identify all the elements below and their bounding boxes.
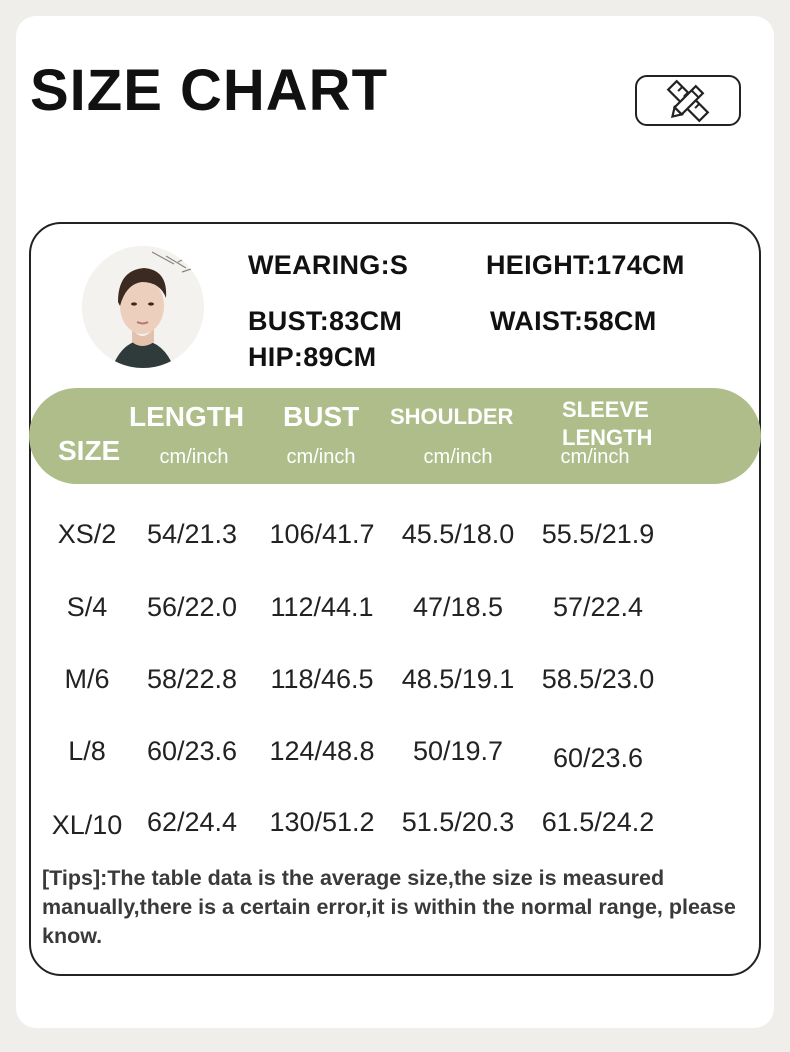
model-wearing: WEARING:S [248,250,409,280]
header-shoulder: SHOULDER [390,404,514,429]
model-avatar [82,246,204,368]
page-title: SIZE CHART [30,58,388,123]
row-m-length: 58/22.8 [146,664,238,694]
row-s-size: S/4 [66,592,108,622]
row-s-sleeve: 57/22.4 [552,592,644,622]
header-shoulder-unit: cm/inch [423,446,493,468]
row-xl-size: XL/10 [51,810,123,840]
model-height: HEIGHT:174CM [486,250,685,280]
row-l-shoulder: 50/19.7 [412,736,504,766]
model-bust: BUST:83CM [248,306,403,336]
row-xs-sleeve: 55.5/21.9 [541,519,655,549]
ruler-badge [635,75,741,126]
row-l-bust: 124/48.8 [269,736,375,766]
row-xs-bust: 106/41.7 [269,519,375,549]
header-length-unit: cm/inch [159,446,229,468]
row-xl-sleeve: 61.5/24.2 [541,807,655,837]
header-size: SIZE [58,435,121,466]
row-l-length: 60/23.6 [146,736,238,766]
row-m-sleeve: 58.5/23.0 [541,664,655,694]
row-s-shoulder: 47/18.5 [412,592,504,622]
row-m-size: M/6 [64,664,110,694]
header-bust-unit: cm/inch [286,446,356,468]
row-s-length: 56/22.0 [146,592,238,622]
row-xs-size: XS/2 [57,519,117,549]
model-portrait-icon [82,246,204,368]
header-bust: BUST [283,401,360,432]
row-m-bust: 118/46.5 [270,664,374,694]
row-xs-shoulder: 45.5/18.0 [401,519,515,549]
ruler-pencil-icon [662,79,714,123]
row-xl-shoulder: 51.5/20.3 [401,807,515,837]
row-m-shoulder: 48.5/19.1 [401,664,515,694]
row-xs-length: 54/21.3 [146,519,238,549]
tips-note: [Tips]:The table data is the average size,the size is measured manually,there is a certain error,it is within the normal range, please know. [42,866,736,948]
row-xl-bust: 130/51.2 [269,807,375,837]
row-l-size: L/8 [68,736,106,766]
row-xl-length: 62/24.4 [146,807,238,837]
header-sleeve-unit: cm/inch [560,446,630,468]
header-sleeve-line2: LENGTH [562,425,653,450]
model-waist: WAIST:58CM [490,306,657,336]
model-hip: HIP:89CM [248,342,377,372]
row-l-sleeve: 60/23.6 [552,743,644,773]
header-length: LENGTH [129,401,245,432]
header-sleeve-line1: SLEEVE [562,397,649,422]
row-s-bust: 112/44.1 [270,592,374,622]
